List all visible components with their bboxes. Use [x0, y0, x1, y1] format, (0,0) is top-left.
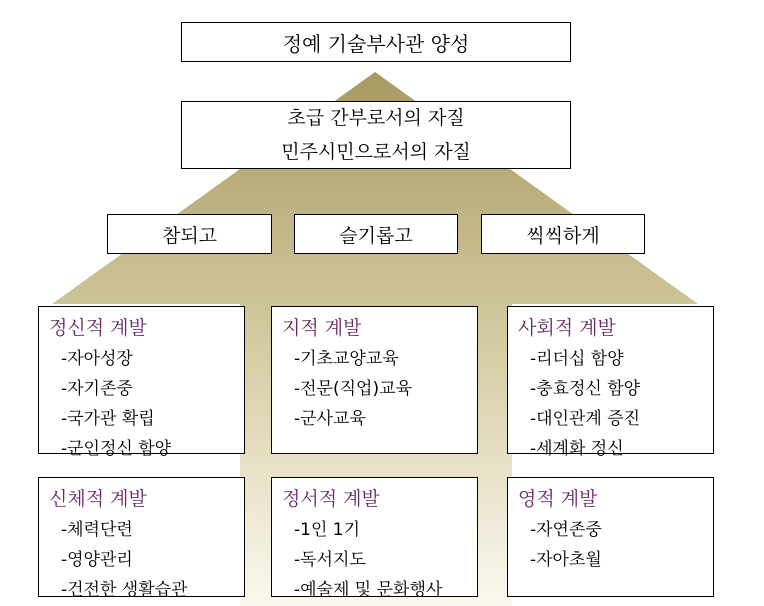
area-panel-physical	[38, 477, 245, 600]
list-item: -건전한 생활습관	[61, 580, 188, 600]
list-item: -군사교육	[294, 409, 366, 429]
list-item: -영양관리	[61, 550, 133, 570]
area-panel-social	[507, 306, 714, 459]
area-heading: 지적 계발	[282, 317, 362, 339]
trait-box-3	[481, 214, 645, 254]
trait-box-2	[294, 214, 458, 254]
area-heading: 정서적 계발	[282, 488, 380, 510]
trait-box-1	[107, 214, 272, 254]
list-item: -국가관 확립	[61, 409, 155, 429]
list-item: -체력단련	[61, 520, 133, 540]
area-item-list	[47, 515, 244, 605]
list-item: -전문(직업)교육	[294, 379, 412, 399]
area-item-list	[280, 344, 477, 434]
list-item: -자기존중	[61, 379, 133, 399]
list-item: -대인관계 증진	[530, 409, 641, 429]
trait-label: 씩씩하게	[526, 224, 600, 247]
list-item: -세계화 정신	[530, 439, 624, 459]
goal-line-1: 초급 간부로서의 자질	[287, 107, 465, 129]
area-item-list	[47, 344, 244, 464]
area-item-list	[516, 344, 713, 464]
list-item: -독서지도	[294, 550, 366, 570]
area-panel-emotional	[271, 477, 478, 600]
goal-line-2: 민주시민으로서의 자질	[281, 141, 471, 163]
list-item: -1인 1기	[294, 520, 361, 540]
list-item: -기초교양교육	[294, 349, 399, 369]
area-item-list	[516, 515, 713, 575]
list-item: -자연존중	[530, 520, 602, 540]
list-item: -군인정신 함양	[61, 439, 172, 459]
top-title: 정예 기술부사관 양성	[282, 31, 470, 56]
qualities-box	[181, 101, 571, 169]
list-item: -자아초월	[530, 550, 602, 570]
area-item-list	[280, 515, 477, 605]
list-item: -리더십 함양	[530, 349, 624, 369]
list-item: -충효정신 함양	[530, 379, 641, 399]
list-item: -자아성장	[61, 349, 133, 369]
area-panel-mental	[38, 306, 245, 459]
trait-label: 참되고	[161, 224, 218, 247]
area-heading: 신체적 계발	[49, 488, 147, 510]
top-title-box	[181, 22, 571, 62]
area-heading: 영적 계발	[518, 488, 598, 510]
trait-label: 슬기롭고	[339, 224, 413, 247]
area-heading: 사회적 계발	[518, 317, 616, 339]
area-panel-intellectual	[271, 306, 478, 454]
list-item: -예술제 및 문화행사	[294, 580, 443, 600]
area-panel-spiritual	[507, 477, 714, 597]
area-heading: 정신적 계발	[49, 317, 147, 339]
